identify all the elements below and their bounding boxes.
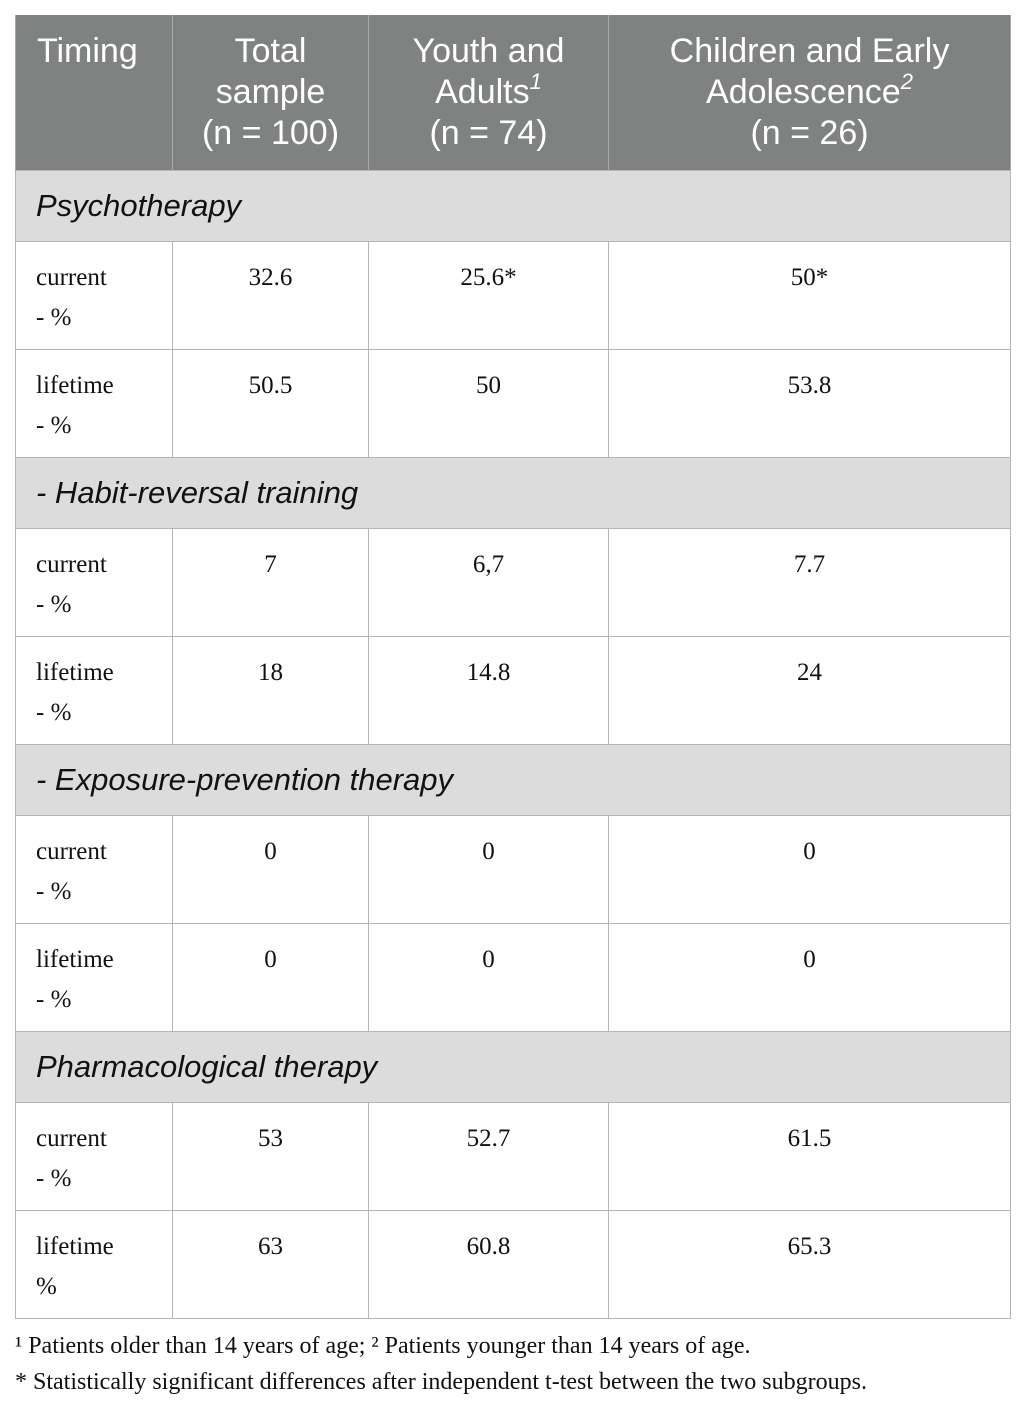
timing-label: lifetime [36, 1232, 114, 1260]
timing-cell [16, 815, 173, 923]
header-children-footnote-mark: 2 [900, 69, 913, 94]
unit-label: % [36, 1272, 57, 1300]
timing-cell [16, 1102, 173, 1210]
header-children-line2: Adolescence [706, 73, 901, 111]
timing-cell [16, 1210, 173, 1318]
section-row [16, 457, 1011, 528]
header-youth-line2-wrap [375, 69, 602, 113]
header-children-line3: (n = 26) [750, 114, 869, 152]
unit-label: - % [36, 1164, 72, 1192]
children-adolescence-cell: 7.7 [609, 528, 1011, 636]
unit-label: - % [36, 590, 72, 618]
total-sample-cell: 53 [173, 1102, 369, 1210]
table-row [16, 241, 1011, 349]
total-sample-cell: 7 [173, 528, 369, 636]
header-total-line2: sample [215, 73, 326, 111]
youth-adults-cell: 50 [369, 349, 609, 457]
total-sample-cell: 18 [173, 636, 369, 744]
header-children-line2-wrap [615, 69, 1004, 113]
children-adolescence-cell: 53.8 [609, 349, 1011, 457]
youth-adults-cell: 60.8 [369, 1210, 609, 1318]
total-sample-cell: 0 [173, 923, 369, 1031]
total-sample-cell: 50.5 [173, 349, 369, 457]
table-row [16, 815, 1011, 923]
header-children-line1: Children and Early [669, 32, 950, 70]
timing-label: current [36, 1124, 107, 1152]
footnotes [15, 1328, 1015, 1400]
table-row [16, 528, 1011, 636]
table-row [16, 1102, 1011, 1210]
header-total-sample [173, 15, 369, 170]
table-row [16, 923, 1011, 1031]
timing-cell [16, 349, 173, 457]
section-title: - Exposure-prevention therapy [16, 744, 1011, 815]
header-total-line3: (n = 100) [201, 114, 340, 152]
header-total-line1: Total [234, 32, 307, 70]
timing-label: lifetime [36, 371, 114, 399]
table-body [16, 170, 1011, 1318]
children-adolescence-cell: 65.3 [609, 1210, 1011, 1318]
section-title: Psychotherapy [16, 170, 1011, 241]
section-title: - Habit-reversal training [16, 457, 1011, 528]
table-row [16, 636, 1011, 744]
youth-adults-cell: 6,7 [369, 528, 609, 636]
section-row [16, 170, 1011, 241]
header-youth-adults [369, 15, 609, 170]
header-timing: Timing [16, 15, 173, 170]
table-container [15, 15, 1010, 1319]
header-youth-line3: (n = 74) [429, 114, 548, 152]
timing-cell [16, 923, 173, 1031]
header-children-adolescence [609, 15, 1011, 170]
timing-label: lifetime [36, 658, 114, 686]
timing-label: lifetime [36, 945, 114, 973]
section-row [16, 744, 1011, 815]
youth-adults-cell: 14.8 [369, 636, 609, 744]
total-sample-cell: 0 [173, 815, 369, 923]
therapy-table [15, 15, 1011, 1319]
unit-label: - % [36, 698, 72, 726]
children-adolescence-cell: 24 [609, 636, 1011, 744]
timing-label: current [36, 263, 107, 291]
header-youth-footnote-mark: 1 [529, 69, 542, 94]
children-adolescence-cell: 0 [609, 923, 1011, 1031]
timing-label: current [36, 837, 107, 865]
section-row [16, 1031, 1011, 1102]
youth-adults-cell: 52.7 [369, 1102, 609, 1210]
youth-adults-cell: 0 [369, 815, 609, 923]
timing-cell [16, 241, 173, 349]
timing-cell [16, 636, 173, 744]
total-sample-cell: 63 [173, 1210, 369, 1318]
children-adolescence-cell: 61.5 [609, 1102, 1011, 1210]
table-row [16, 1210, 1011, 1318]
table-row [16, 349, 1011, 457]
youth-adults-cell: 25.6* [369, 241, 609, 349]
footnote-age-groups: ¹ Patients older than 14 years of age; ² Patients younger than 14 years of age. [15, 1333, 751, 1359]
timing-label: current [36, 550, 107, 578]
section-title: Pharmacological therapy [16, 1031, 1011, 1102]
children-adolescence-cell: 50* [609, 241, 1011, 349]
unit-label: - % [36, 985, 72, 1013]
children-adolescence-cell: 0 [609, 815, 1011, 923]
timing-cell [16, 528, 173, 636]
unit-label: - % [36, 411, 72, 439]
unit-label: - % [36, 877, 72, 905]
unit-label: - % [36, 303, 72, 331]
header-youth-line2: Adults [435, 73, 530, 111]
youth-adults-cell: 0 [369, 923, 609, 1031]
table-header [16, 15, 1011, 170]
footnote-significance: * Statistically significant differences after independent t-test between the two subgroups. [15, 1369, 867, 1395]
total-sample-cell: 32.6 [173, 241, 369, 349]
header-youth-line1: Youth and [412, 32, 565, 70]
